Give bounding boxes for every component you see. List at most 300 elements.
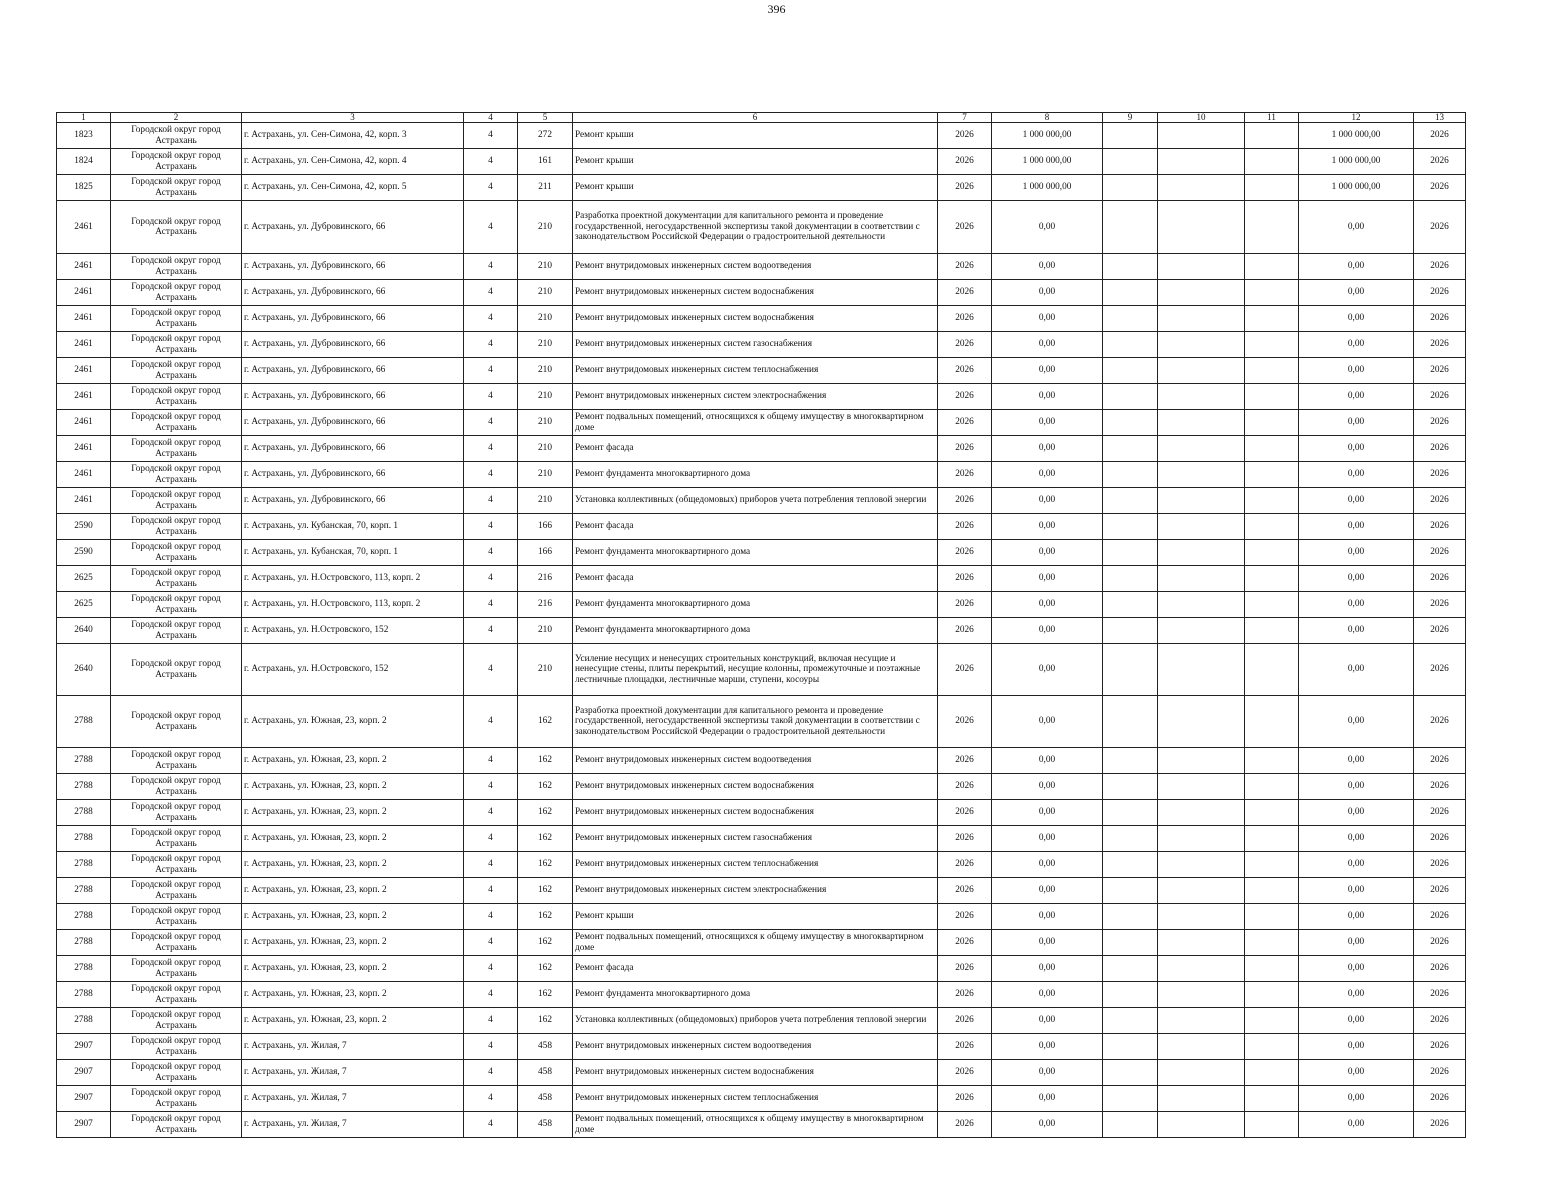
table-row (57, 826, 1466, 852)
completion-year-cell: 2026 (1414, 904, 1466, 930)
address-cell: г. Астрахань, ул. Н.Островского, 152 (242, 618, 464, 644)
table-row (57, 123, 1466, 149)
col10-cell (1158, 514, 1245, 540)
work-type-cell: Ремонт фундамента многоквартирного дома (573, 982, 938, 1008)
address-cell: г. Астрахань, ул. Жилая, 7 (242, 1086, 464, 1112)
address-cell: г. Астрахань, ул. Сен-Симона, 42, корп. 3 (242, 123, 464, 149)
col4-cell: 4 (464, 332, 518, 358)
year-cell: 2026 (938, 748, 992, 774)
col4-cell: 4 (464, 540, 518, 566)
completion-year-cell: 2026 (1414, 488, 1466, 514)
record-id-cell: 1824 (57, 149, 111, 175)
cost-cell: 0,00 (992, 904, 1103, 930)
col11-cell (1245, 852, 1299, 878)
record-id-cell: 2907 (57, 1060, 111, 1086)
year-cell: 2026 (938, 852, 992, 878)
year-cell: 2026 (938, 175, 992, 201)
col10-cell (1158, 696, 1245, 748)
col5-cell: 162 (518, 696, 573, 748)
col9-cell (1103, 774, 1158, 800)
total-cell: 0,00 (1299, 1060, 1414, 1086)
cost-cell: 0,00 (992, 201, 1103, 254)
year-cell: 2026 (938, 618, 992, 644)
col9-cell (1103, 540, 1158, 566)
col4-cell: 4 (464, 878, 518, 904)
table-row (57, 618, 1466, 644)
municipality-cell: Городской округ город Астрахань (111, 149, 242, 175)
year-cell: 2026 (938, 644, 992, 696)
col10-cell (1158, 1034, 1245, 1060)
year-cell: 2026 (938, 566, 992, 592)
col11-cell (1245, 201, 1299, 254)
cost-cell: 1 000 000,00 (992, 123, 1103, 149)
address-cell: г. Астрахань, ул. Южная, 23, корп. 2 (242, 826, 464, 852)
col-header: 12 (1299, 113, 1414, 123)
cost-cell: 0,00 (992, 748, 1103, 774)
cost-cell: 0,00 (992, 826, 1103, 852)
municipality-cell: Городской округ город Астрахань (111, 1008, 242, 1034)
municipality-cell: Городской округ город Астрахань (111, 436, 242, 462)
record-id-cell: 2461 (57, 332, 111, 358)
col11-cell (1245, 175, 1299, 201)
municipality-cell: Городской округ город Астрахань (111, 254, 242, 280)
municipality-cell: Городской округ город Астрахань (111, 175, 242, 201)
col-header: 13 (1414, 113, 1466, 123)
col9-cell (1103, 930, 1158, 956)
col5-cell: 162 (518, 800, 573, 826)
col4-cell: 4 (464, 982, 518, 1008)
work-type-cell: Ремонт внутридомовых инженерных систем теплоснабжения (573, 852, 938, 878)
cost-cell: 0,00 (992, 254, 1103, 280)
work-type-cell: Ремонт внутридомовых инженерных систем водоснабжения (573, 280, 938, 306)
completion-year-cell: 2026 (1414, 201, 1466, 254)
table-row (57, 540, 1466, 566)
table-row (57, 982, 1466, 1008)
col5-cell: 210 (518, 410, 573, 436)
col5-cell: 210 (518, 358, 573, 384)
col5-cell: 162 (518, 878, 573, 904)
col-header: 7 (938, 113, 992, 123)
col5-cell: 458 (518, 1034, 573, 1060)
record-id-cell: 2461 (57, 410, 111, 436)
col10-cell (1158, 540, 1245, 566)
col5-cell: 210 (518, 436, 573, 462)
col10-cell (1158, 332, 1245, 358)
year-cell: 2026 (938, 592, 992, 618)
col4-cell: 4 (464, 748, 518, 774)
completion-year-cell: 2026 (1414, 306, 1466, 332)
col5-cell: 458 (518, 1060, 573, 1086)
record-id-cell: 2788 (57, 748, 111, 774)
total-cell: 0,00 (1299, 201, 1414, 254)
col-header: 6 (573, 113, 938, 123)
total-cell: 0,00 (1299, 488, 1414, 514)
table-row (57, 1086, 1466, 1112)
col4-cell: 4 (464, 175, 518, 201)
completion-year-cell: 2026 (1414, 1112, 1466, 1138)
col10-cell (1158, 1112, 1245, 1138)
col11-cell (1245, 254, 1299, 280)
completion-year-cell: 2026 (1414, 982, 1466, 1008)
municipality-cell: Городской округ город Астрахань (111, 826, 242, 852)
col4-cell: 4 (464, 514, 518, 540)
work-type-cell: Ремонт фасада (573, 514, 938, 540)
col9-cell (1103, 566, 1158, 592)
col4-cell: 4 (464, 462, 518, 488)
work-type-cell: Установка коллективных (общедомовых) приборов учета потребления тепловой энергии (573, 1008, 938, 1034)
address-cell: г. Астрахань, ул. Южная, 23, корп. 2 (242, 956, 464, 982)
completion-year-cell: 2026 (1414, 254, 1466, 280)
table-row (57, 306, 1466, 332)
col10-cell (1158, 410, 1245, 436)
total-cell: 0,00 (1299, 436, 1414, 462)
table-row (57, 175, 1466, 201)
total-cell: 0,00 (1299, 878, 1414, 904)
completion-year-cell: 2026 (1414, 1008, 1466, 1034)
record-id-cell: 2788 (57, 904, 111, 930)
col9-cell (1103, 826, 1158, 852)
record-id-cell: 2461 (57, 436, 111, 462)
col9-cell (1103, 644, 1158, 696)
completion-year-cell: 2026 (1414, 410, 1466, 436)
col-header: 11 (1245, 113, 1299, 123)
work-type-cell: Ремонт внутридомовых инженерных систем водоснабжения (573, 774, 938, 800)
address-cell: г. Астрахань, ул. Дубровинского, 66 (242, 384, 464, 410)
col11-cell (1245, 982, 1299, 1008)
municipality-cell: Городской округ город Астрахань (111, 410, 242, 436)
table-row (57, 956, 1466, 982)
work-type-cell: Ремонт фасада (573, 956, 938, 982)
municipality-cell: Городской округ город Астрахань (111, 123, 242, 149)
total-cell: 0,00 (1299, 410, 1414, 436)
work-type-cell: Ремонт внутридомовых инженерных систем водоснабжения (573, 1060, 938, 1086)
address-cell: г. Астрахань, ул. Южная, 23, корп. 2 (242, 878, 464, 904)
col9-cell (1103, 436, 1158, 462)
cost-cell: 0,00 (992, 696, 1103, 748)
cost-cell: 0,00 (992, 592, 1103, 618)
col11-cell (1245, 1008, 1299, 1034)
year-cell: 2026 (938, 1112, 992, 1138)
table-row (57, 514, 1466, 540)
col11-cell (1245, 410, 1299, 436)
col5-cell: 210 (518, 254, 573, 280)
address-cell: г. Астрахань, ул. Дубровинского, 66 (242, 462, 464, 488)
col10-cell (1158, 592, 1245, 618)
cost-cell: 0,00 (992, 1112, 1103, 1138)
col5-cell: 162 (518, 1008, 573, 1034)
work-type-cell: Ремонт внутридомовых инженерных систем теплоснабжения (573, 358, 938, 384)
col10-cell (1158, 852, 1245, 878)
work-type-cell: Ремонт крыши (573, 149, 938, 175)
address-cell: г. Астрахань, ул. Южная, 23, корп. 2 (242, 930, 464, 956)
work-type-cell: Ремонт внутридомовых инженерных систем водоснабжения (573, 800, 938, 826)
col10-cell (1158, 1060, 1245, 1086)
col10-cell (1158, 488, 1245, 514)
record-id-cell: 2788 (57, 956, 111, 982)
total-cell: 0,00 (1299, 566, 1414, 592)
col4-cell: 4 (464, 306, 518, 332)
col9-cell (1103, 175, 1158, 201)
total-cell: 0,00 (1299, 1034, 1414, 1060)
completion-year-cell: 2026 (1414, 566, 1466, 592)
col9-cell (1103, 748, 1158, 774)
work-type-cell: Ремонт крыши (573, 175, 938, 201)
col11-cell (1245, 878, 1299, 904)
year-cell: 2026 (938, 201, 992, 254)
table-body (57, 123, 1466, 1138)
col9-cell (1103, 410, 1158, 436)
work-type-cell: Ремонт подвальных помещений, относящихся к общему имуществу в многоквартирном доме (573, 930, 938, 956)
total-cell: 0,00 (1299, 826, 1414, 852)
record-id-cell: 2461 (57, 201, 111, 254)
col4-cell: 4 (464, 696, 518, 748)
year-cell: 2026 (938, 982, 992, 1008)
col10-cell (1158, 462, 1245, 488)
cost-cell: 0,00 (992, 982, 1103, 1008)
table-row (57, 149, 1466, 175)
address-cell: г. Астрахань, ул. Дубровинского, 66 (242, 254, 464, 280)
cost-cell: 0,00 (992, 878, 1103, 904)
total-cell: 1 000 000,00 (1299, 149, 1414, 175)
record-id-cell: 2461 (57, 384, 111, 410)
col9-cell (1103, 149, 1158, 175)
col11-cell (1245, 514, 1299, 540)
col9-cell (1103, 1034, 1158, 1060)
address-cell: г. Астрахань, ул. Южная, 23, корп. 2 (242, 696, 464, 748)
year-cell: 2026 (938, 930, 992, 956)
col9-cell (1103, 904, 1158, 930)
municipality-cell: Городской округ город Астрахань (111, 1060, 242, 1086)
col9-cell (1103, 280, 1158, 306)
cost-cell: 0,00 (992, 618, 1103, 644)
table-row (57, 800, 1466, 826)
work-type-cell: Ремонт крыши (573, 904, 938, 930)
cost-cell: 0,00 (992, 644, 1103, 696)
col9-cell (1103, 592, 1158, 618)
col11-cell (1245, 592, 1299, 618)
cost-cell: 0,00 (992, 488, 1103, 514)
record-id-cell: 2788 (57, 930, 111, 956)
completion-year-cell: 2026 (1414, 123, 1466, 149)
cost-cell: 0,00 (992, 514, 1103, 540)
municipality-cell: Городской округ город Астрахань (111, 852, 242, 878)
completion-year-cell: 2026 (1414, 774, 1466, 800)
cost-cell: 0,00 (992, 956, 1103, 982)
year-cell: 2026 (938, 800, 992, 826)
work-type-cell: Ремонт внутридомовых инженерных систем водоотведения (573, 1034, 938, 1060)
col11-cell (1245, 696, 1299, 748)
year-cell: 2026 (938, 280, 992, 306)
col4-cell: 4 (464, 1112, 518, 1138)
col10-cell (1158, 306, 1245, 332)
col4-cell: 4 (464, 566, 518, 592)
address-cell: г. Астрахань, ул. Дубровинского, 66 (242, 410, 464, 436)
cost-cell: 0,00 (992, 930, 1103, 956)
total-cell: 1 000 000,00 (1299, 123, 1414, 149)
col4-cell: 4 (464, 149, 518, 175)
col10-cell (1158, 358, 1245, 384)
col5-cell: 210 (518, 306, 573, 332)
col11-cell (1245, 1034, 1299, 1060)
record-id-cell: 2907 (57, 1112, 111, 1138)
municipality-cell: Городской округ город Астрахань (111, 332, 242, 358)
col9-cell (1103, 384, 1158, 410)
record-id-cell: 2461 (57, 254, 111, 280)
col-header: 1 (57, 113, 111, 123)
col5-cell: 210 (518, 332, 573, 358)
col9-cell (1103, 306, 1158, 332)
col4-cell: 4 (464, 358, 518, 384)
col11-cell (1245, 1112, 1299, 1138)
col5-cell: 162 (518, 748, 573, 774)
address-cell: г. Астрахань, ул. Южная, 23, корп. 2 (242, 774, 464, 800)
municipality-cell: Городской округ город Астрахань (111, 1112, 242, 1138)
municipality-cell: Городской округ город Астрахань (111, 488, 242, 514)
municipality-cell: Городской округ город Астрахань (111, 540, 242, 566)
completion-year-cell: 2026 (1414, 800, 1466, 826)
completion-year-cell: 2026 (1414, 332, 1466, 358)
cost-cell: 0,00 (992, 1034, 1103, 1060)
col9-cell (1103, 800, 1158, 826)
municipality-cell: Городской округ город Астрахань (111, 1034, 242, 1060)
municipality-cell: Городской округ город Астрахань (111, 774, 242, 800)
municipality-cell: Городской округ город Астрахань (111, 800, 242, 826)
completion-year-cell: 2026 (1414, 540, 1466, 566)
table-row (57, 254, 1466, 280)
col11-cell (1245, 332, 1299, 358)
col-header: 10 (1158, 113, 1245, 123)
table-row (57, 566, 1466, 592)
work-type-cell: Ремонт фундамента многоквартирного дома (573, 462, 938, 488)
municipality-cell: Городской округ город Астрахань (111, 748, 242, 774)
address-cell: г. Астрахань, ул. Дубровинского, 66 (242, 201, 464, 254)
column-number-row (57, 113, 1466, 123)
page-number: 396 (767, 2, 786, 16)
municipality-cell: Городской округ город Астрахань (111, 280, 242, 306)
col9-cell (1103, 982, 1158, 1008)
total-cell: 0,00 (1299, 956, 1414, 982)
completion-year-cell: 2026 (1414, 1034, 1466, 1060)
address-cell: г. Астрахань, ул. Южная, 23, корп. 2 (242, 982, 464, 1008)
col10-cell (1158, 930, 1245, 956)
col9-cell (1103, 488, 1158, 514)
col10-cell (1158, 748, 1245, 774)
work-type-cell: Ремонт внутридомовых инженерных систем электроснабжения (573, 878, 938, 904)
col11-cell (1245, 748, 1299, 774)
col5-cell: 161 (518, 149, 573, 175)
cost-cell: 0,00 (992, 436, 1103, 462)
year-cell: 2026 (938, 904, 992, 930)
address-cell: г. Астрахань, ул. Сен-Симона, 42, корп. 5 (242, 175, 464, 201)
address-cell: г. Астрахань, ул. Кубанская, 70, корп. 1 (242, 540, 464, 566)
total-cell: 0,00 (1299, 748, 1414, 774)
municipality-cell: Городской округ город Астрахань (111, 878, 242, 904)
col5-cell: 210 (518, 488, 573, 514)
col5-cell: 166 (518, 540, 573, 566)
col11-cell (1245, 488, 1299, 514)
work-type-cell: Ремонт фундамента многоквартирного дома (573, 540, 938, 566)
address-cell: г. Астрахань, ул. Жилая, 7 (242, 1112, 464, 1138)
cost-cell: 0,00 (992, 384, 1103, 410)
work-type-cell: Разработка проектной документации для капитального ремонта и проведение государственной, негосударственной экспертизы такой документации в соответствии с законодательством Российской Федерации о градостроительной деятельности (573, 696, 938, 748)
address-cell: г. Астрахань, ул. Н.Островского, 152 (242, 644, 464, 696)
municipality-cell: Городской округ город Астрахань (111, 1086, 242, 1112)
col5-cell: 162 (518, 826, 573, 852)
completion-year-cell: 2026 (1414, 592, 1466, 618)
cost-cell: 0,00 (992, 332, 1103, 358)
col10-cell (1158, 982, 1245, 1008)
work-type-cell: Ремонт внутридомовых инженерных систем теплоснабжения (573, 1086, 938, 1112)
year-cell: 2026 (938, 149, 992, 175)
col9-cell (1103, 878, 1158, 904)
col10-cell (1158, 123, 1245, 149)
table-row (57, 774, 1466, 800)
col4-cell: 4 (464, 1008, 518, 1034)
total-cell: 1 000 000,00 (1299, 175, 1414, 201)
col-header: 9 (1103, 113, 1158, 123)
col10-cell (1158, 1008, 1245, 1034)
cost-cell: 0,00 (992, 358, 1103, 384)
col9-cell (1103, 332, 1158, 358)
col9-cell (1103, 1086, 1158, 1112)
completion-year-cell: 2026 (1414, 514, 1466, 540)
total-cell: 0,00 (1299, 982, 1414, 1008)
address-cell: г. Астрахань, ул. Южная, 23, корп. 2 (242, 1008, 464, 1034)
col5-cell: 210 (518, 384, 573, 410)
record-id-cell: 2788 (57, 1008, 111, 1034)
col10-cell (1158, 201, 1245, 254)
address-cell: г. Астрахань, ул. Дубровинского, 66 (242, 488, 464, 514)
record-id-cell: 2788 (57, 878, 111, 904)
record-id-cell: 1825 (57, 175, 111, 201)
col4-cell: 4 (464, 1060, 518, 1086)
table-row (57, 201, 1466, 254)
col10-cell (1158, 1086, 1245, 1112)
col11-cell (1245, 436, 1299, 462)
completion-year-cell: 2026 (1414, 280, 1466, 306)
work-type-cell: Установка коллективных (общедомовых) приборов учета потребления тепловой энергии (573, 488, 938, 514)
municipality-cell: Городской округ город Астрахань (111, 930, 242, 956)
col9-cell (1103, 1060, 1158, 1086)
address-cell: г. Астрахань, ул. Дубровинского, 66 (242, 280, 464, 306)
total-cell: 0,00 (1299, 774, 1414, 800)
municipality-cell: Городской округ город Астрахань (111, 358, 242, 384)
col10-cell (1158, 618, 1245, 644)
total-cell: 0,00 (1299, 462, 1414, 488)
completion-year-cell: 2026 (1414, 175, 1466, 201)
work-type-cell: Ремонт внутридомовых инженерных систем газоснабжения (573, 332, 938, 358)
col5-cell: 272 (518, 123, 573, 149)
address-cell: г. Астрахань, ул. Сен-Симона, 42, корп. 4 (242, 149, 464, 175)
completion-year-cell: 2026 (1414, 1086, 1466, 1112)
municipality-cell: Городской округ город Астрахань (111, 982, 242, 1008)
table-row (57, 488, 1466, 514)
record-id-cell: 2461 (57, 358, 111, 384)
municipality-cell: Городской округ город Астрахань (111, 696, 242, 748)
col9-cell (1103, 462, 1158, 488)
col10-cell (1158, 436, 1245, 462)
total-cell: 0,00 (1299, 852, 1414, 878)
completion-year-cell: 2026 (1414, 358, 1466, 384)
address-cell: г. Астрахань, ул. Южная, 23, корп. 2 (242, 852, 464, 878)
municipality-cell: Городской округ город Астрахань (111, 306, 242, 332)
work-type-cell: Ремонт внутридомовых инженерных систем газоснабжения (573, 826, 938, 852)
completion-year-cell: 2026 (1414, 618, 1466, 644)
municipality-cell: Городской округ город Астрахань (111, 592, 242, 618)
completion-year-cell: 2026 (1414, 384, 1466, 410)
year-cell: 2026 (938, 1086, 992, 1112)
record-id-cell: 2788 (57, 852, 111, 878)
